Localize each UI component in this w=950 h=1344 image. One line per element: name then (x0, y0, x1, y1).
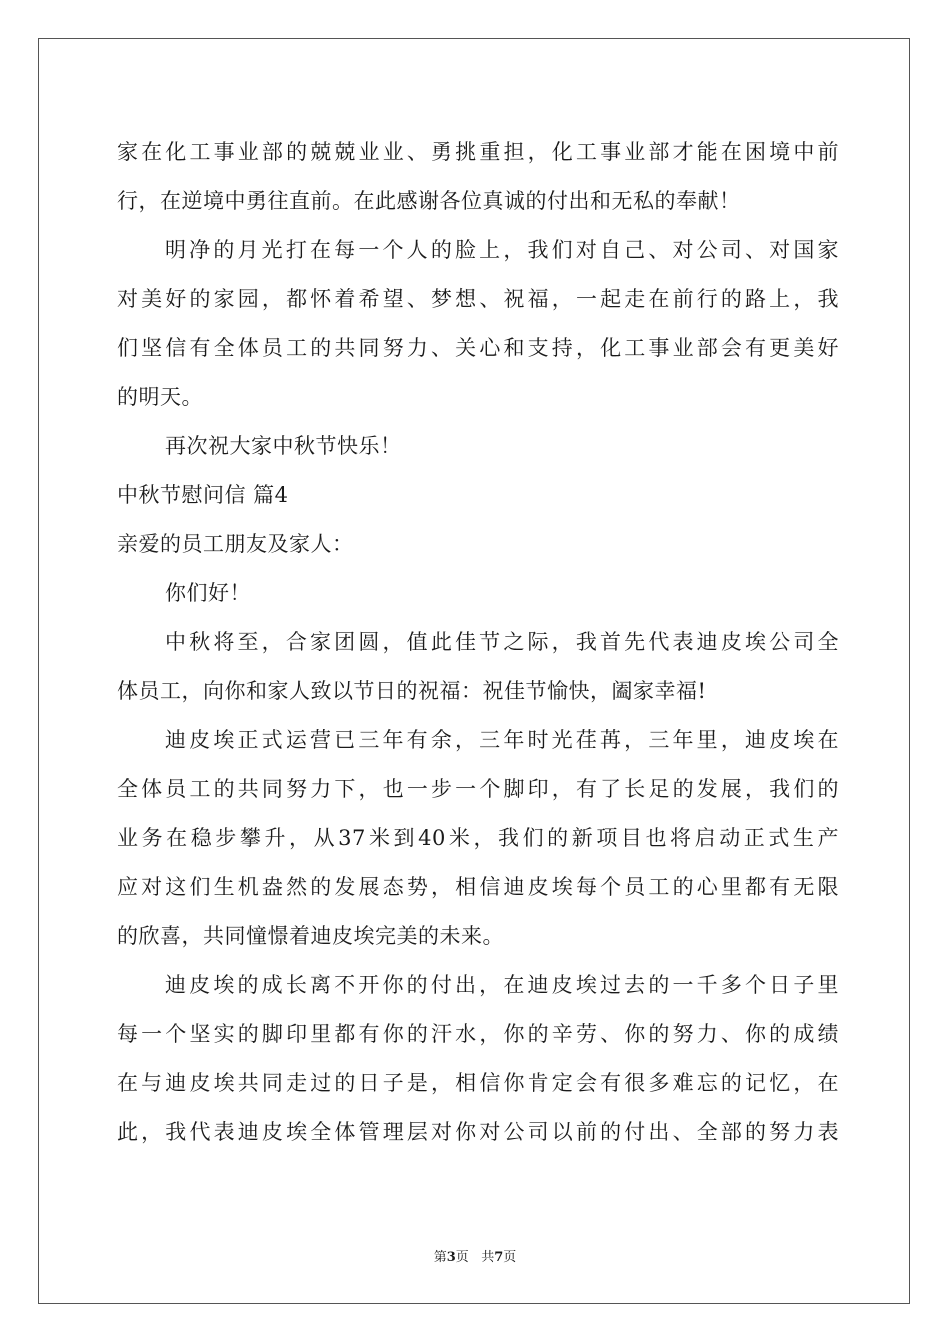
text-line: 中秋将至，合家团圆，值此佳节之际，我首先代表迪皮埃公司全 (165, 630, 839, 654)
text-line: 对美好的家园，都怀着希望、梦想、祝福，一起走在前行的路上，我 (117, 287, 839, 311)
text-line: 们坚信有全体员工的共同努力、关心和支持，化工事业部会有更美好 (117, 336, 839, 360)
text-line: 家在化工事业部的兢兢业业、勇挑重担，化工事业部才能在困境中前 (117, 140, 839, 164)
text-line: 体员工，向你和家人致以节日的祝福：祝佳节愉快，阖家幸福! (117, 679, 707, 703)
text-line: 明净的月光打在每一个人的脸上，我们对自己、对公司、对国家 (165, 238, 839, 262)
text-line: 迪皮埃正式运营已三年有余，三年时光荏苒，三年里，迪皮埃在 (165, 728, 839, 752)
text-line: 迪皮埃的成长离不开你的付出，在迪皮埃过去的一千多个日子里 (165, 973, 839, 997)
text-line: 亲爱的员工朋友及家人： (117, 532, 354, 556)
text-line: 业务在稳步攀升，从37米到40米，我们的新项目也将启动正式生产 (117, 826, 839, 850)
body-text (117, 128, 839, 1157)
footer-prefix: 第 (433, 1250, 447, 1265)
footer-total-suffix: 页 (503, 1250, 517, 1265)
text-line: 的明天。 (117, 385, 203, 409)
page-footer (0, 1246, 950, 1265)
text-line: 行，在逆境中勇往直前。在此感谢各位真诚的付出和无私的奉献！ (117, 189, 741, 213)
text-line: 每一个坚实的脚印里都有你的汗水，你的辛劳、你的努力、你的成绩 (117, 1022, 839, 1046)
footer-page-word: 页 (455, 1250, 469, 1265)
footer-total-prefix: 共 (481, 1250, 495, 1265)
text-line: 再次祝大家中秋节快乐！ (165, 434, 402, 458)
text-line: 你们好！ (165, 581, 251, 605)
footer-total-pages: 7 (494, 1250, 504, 1265)
text-line: 全体员工的共同努力下，也一步一个脚印，有了长足的发展，我们的 (117, 777, 839, 801)
text-line: 的欣喜，共同憧憬着迪皮埃完美的未来。 (117, 924, 504, 948)
text-line: 在与迪皮埃共同走过的日子是，相信你肯定会有很多难忘的记忆，在 (117, 1071, 839, 1095)
text-line: 中秋节慰问信 篇4 (117, 483, 289, 507)
text-line: 应对这们生机盎然的发展态势，相信迪皮埃每个员工的心里都有无限 (117, 875, 839, 899)
footer-current-page: 3 (446, 1250, 456, 1265)
text-line: 此，我代表迪皮埃全体管理层对你对公司以前的付出、全部的努力表 (117, 1120, 839, 1144)
